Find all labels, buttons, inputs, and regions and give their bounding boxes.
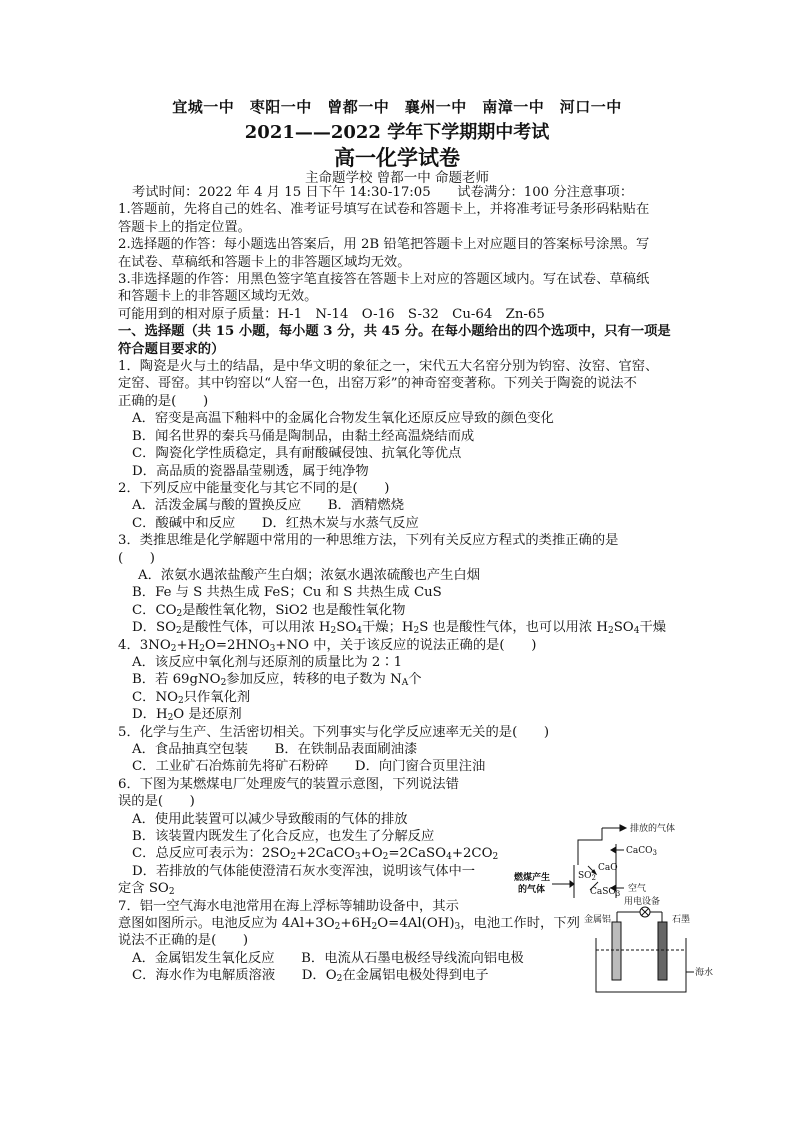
q6-option-c: C．总反应可表示为：$2SO_2+2CaCO_3+O_2=2CaSO_4+2CO_2$ [132,846,499,863]
q3-option-d: D．$SO_2$是酸性气体，可以用浓 $H_2SO_4$干燥；$H_2S$ 也是酸性气体，也可以用浓 $H_2SO_4$干燥 [132,620,667,637]
exam-title: 2021——2022 学年下学期期中考试 [244,122,550,143]
q1-option-d: D．高品质的瓷器晶莹剔透，属于纯净物 [132,463,369,479]
q6-option-a: A．使用此装置可以减少导致酸雨的气体的排放 [132,811,408,827]
label-air: 空气 [628,884,647,894]
q5-options-cd: C．工业矿石冶炼前先将矿石粉碎 D．向门窗合页里注油 [132,759,486,775]
label-exhaust: 排放的气体 [630,824,676,834]
setter-info: 主命题学校 曾都一中 命题老师 [304,170,490,186]
graphite-electrode [658,922,667,980]
label-so2: $SO_2$ [578,871,597,882]
q6-line2: 误的是( ) [118,794,195,810]
note-2b: 在试卷、草稿纸和答题卡上的非答题区域均无效。 [118,254,411,270]
q4-option-d: D．$H_2O$ 是还原剂 [132,707,242,724]
q6-line1: 6．下图为某燃煤电厂处理废气的装置示意图，下列说法错 [118,776,459,792]
q7-options-cd: C．海水作为电解质溶液 D．$O_2$在金属铝电极处得到电子 [132,968,489,985]
label-caco3: CaCO$_3$ [626,846,657,857]
label-graphite: 石墨 [672,915,691,925]
q4-option-b: B．若 69gNO$_2$参加反应，转移的电子数为 $N_A$个 [132,672,422,689]
note-3a: 3.非选择题的作答：用黑色签字笔直接答在答题卡上对应的答题区域内。写在试卷、草稿纸 [118,272,650,288]
q6-option-d: D．若排放的气体能使澄清石灰水变浑浊，说明该气体中一 [132,863,476,879]
note-1b: 答题卡上的指定位置。 [118,219,251,235]
label-aluminum: 金属铝 [584,915,612,925]
q6-option-d-cont: 定含 $SO_2$ [118,881,175,898]
school-list: 宜城一中 枣阳一中 曾都一中 襄州一中 南漳一中 河口一中 [172,98,622,116]
q4-stem: 4．$3NO_2+H_2O=2HNO_3+NO$ 中，关于该反应的说法正确的是( ) [118,637,537,654]
label-seawater: 海水 [695,968,714,978]
q4-option-a: A．该反应中氧化剂与还原剂的质量比为 2∶1 [132,654,403,670]
q5-stem: 5．化学与生产、生活密切相关。下列事实与化学反应速率无关的是( ) [118,724,550,740]
q3-line2: ( ) [118,550,155,566]
q2-options-cd: C．酸碱中和反应 D．红热木炭与水蒸气反应 [132,515,419,531]
note-2a: 2.选择题的作答：每小题选出答案后，用 2B 铅笔把答题卡上对应题目的答案标号涂黑。写 [118,237,650,253]
q6-option-b: B．该装置内既发生了化合反应，也发生了分解反应 [132,829,435,845]
q3-line1: 3．类推思维是化学解题中常用的一种思维方法，下列有关反应方程式的类推正确的是 [118,533,619,549]
q1-line3: 正确的是( ) [118,393,209,409]
label-caso3: CaSO$_3$ [590,887,621,898]
q3-option-c: C．$CO_2$是酸性氧化物，SiO2 也是酸性氧化物 [132,602,406,619]
beaker [596,938,686,992]
label-device: 用电设备 [624,897,661,907]
note-1a: 1.答题前，先将自己的姓名、准考证号填写在试卷和答题卡上，并将准考证号条形码粘贴在 [118,202,650,218]
label-flue-gas-1: 燃煤产生 [514,873,551,883]
exam-time: 考试时间：2022 年 4 月 15 日下午 14:30-17:05 试卷满分：100 分注意事项： [132,185,634,200]
aluminum-electrode [612,922,621,980]
q3-option-b: B．Fe 与 S 共热生成 FeS；Cu 和 S 共热生成 CuS [132,585,442,601]
q7-line3: 说法不正确的是( ) [118,933,249,949]
q1-option-c: C．陶瓷化学性质稳定，具有耐酸碱侵蚀、抗氧化等优点 [132,446,462,462]
atomic-mass: 可能用到的相对原子质量：H-1 N-14 O-16 S-32 Cu-64 Zn-65 [118,306,545,322]
battery-diagram [582,892,722,1000]
q7-line2: 意图如图所示。电池反应为 $4Al+3O_2+6H_2O=4Al(OH)_3$，电池工作时，下列 [118,916,580,933]
note-3b: 和答题卡上的非答题区域均无效。 [118,289,318,305]
exhaust-pipe [578,828,602,865]
q2-stem: 2．下列反应中能量变化与其它不同的是( ) [118,480,390,496]
q2-options-ab: A．活泼金属与酸的置换反应 B．酒精燃烧 [132,498,405,514]
paper-title: 高一化学试卷 [334,145,460,170]
q1-line1: 1．陶瓷是火与土的结晶，是中华文明的象征之一，宋代五大名窑分别为钧窑、汝窑、官窑、 [118,359,659,375]
q4-option-c: C．$NO_2$只作氧化剂 [132,689,251,706]
q1-option-a: A．窑变是高温下釉料中的金属化合物发生氧化还原反应导致的颜色变化 [132,411,554,427]
q3-option-a: A．浓氨水遇浓盐酸产生白烟；浓氨水遇浓硫酸也产生白烟 [138,567,481,583]
q1-line2: 定窑、哥窑。其中钧窑以“人窑一色，出窑万彩”的神奇窑变著称。下列关于陶瓷的说法不 [118,376,637,392]
q7-options-ab: A．金属铝发生氧化反应 B．电流从石墨电极经导线流向铝电极 [132,950,524,966]
section1-heading-a: 一、选择题（共 15 小题，每小题 3 分，共 45 分。在每小题给出的四个选项中，只有一项是 [118,324,671,340]
section1-heading-b: 符合题目要求的） [118,341,225,357]
q1-option-b: B．闻名世界的秦兵马俑是陶制品，由黏土经高温烧结而成 [132,428,475,444]
q5-options-ab: A．食品抽真空包装 B．在铁制品表面刷油漆 [132,742,418,757]
label-cao: CaO [598,863,618,873]
label-flue-gas-2: 的气体 [518,885,546,895]
q7-line1: 7．铝一空气海水电池常用在海上浮标等辅助设备中，其示 [118,898,459,914]
